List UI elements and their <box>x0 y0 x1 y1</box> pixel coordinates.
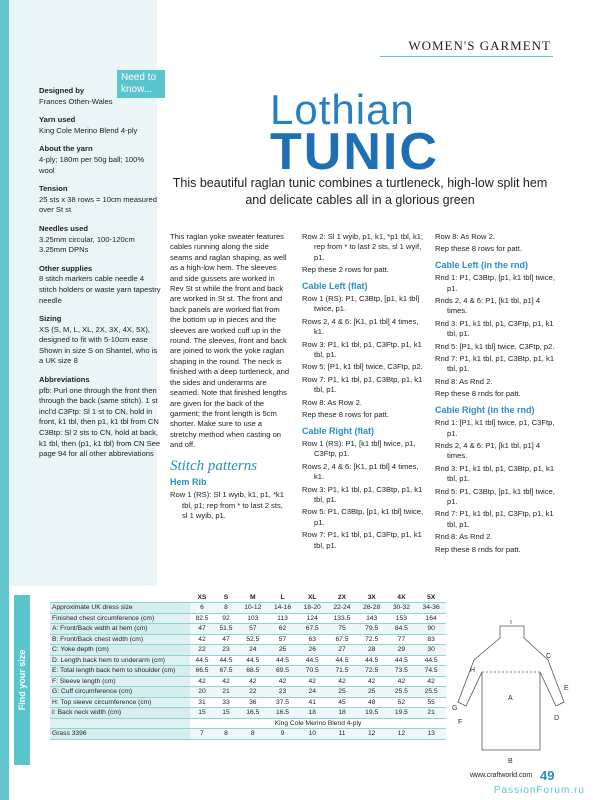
pattern-row: Row 5: [P1, k1 tbl] twice, C3Ftp, p2. <box>302 362 423 372</box>
table-cell: 44.5 <box>268 655 298 666</box>
table-row <box>50 697 446 708</box>
table-cell: 133.5 <box>327 613 357 624</box>
pattern-row: Rep these 2 rows for patt. <box>302 265 389 275</box>
table-cell: 63 <box>297 634 327 645</box>
sidebar-section-text: Frances Othen-Wales <box>39 96 113 106</box>
cable-right-rnd-rows <box>435 418 560 555</box>
pattern-row: Rnd 8: As Rnd 2. <box>435 376 493 386</box>
pattern-row: Rnd 5: P1, C3Btp, [p1, k1 tbl] twice, p1. <box>435 486 555 506</box>
table-cell: 72.5 <box>357 666 387 677</box>
table-cell: 25 <box>357 687 387 698</box>
sidebar-section-text: 3.25mm circular, 100-120cm 3.25mm DPNs <box>39 234 135 255</box>
table-cell: 37.5 <box>268 697 298 708</box>
table-cell: 8 <box>214 729 238 740</box>
table-cell: 79.5 <box>357 624 387 635</box>
pattern-row: Rep these 8 rows for patt. <box>435 244 522 254</box>
table-row <box>50 634 446 645</box>
table-cell: I: Back neck width (cm) <box>50 708 190 719</box>
sidebar-section-heading: Abbreviations <box>39 375 90 385</box>
sidebar-section <box>39 375 161 460</box>
title-line-2: TUNIC <box>270 123 439 181</box>
diagram-label: G <box>452 705 458 712</box>
garment-schematic-diagram <box>452 620 570 770</box>
table-cell: 21 <box>416 708 446 719</box>
table-cell: 42 <box>190 634 214 645</box>
table-cell: 18-20 <box>297 603 327 614</box>
table-cell: 42 <box>416 676 446 687</box>
table-cell: 11 <box>327 729 357 740</box>
table-cell: 42 <box>190 676 214 687</box>
size-header-cell: XL <box>297 592 327 603</box>
table-row <box>50 613 446 624</box>
table-cell: 143 <box>357 613 387 624</box>
footer-url[interactable]: www.craftworld.com <box>470 772 533 779</box>
column-2 <box>302 232 427 553</box>
sidebar-section-heading: Designed by <box>39 86 85 95</box>
diagram-label: B <box>508 758 513 765</box>
size-table <box>50 592 446 740</box>
yarn-label: King Cole Merino Blend 4-ply <box>190 718 446 729</box>
table-cell: 57 <box>268 634 298 645</box>
sidebar-panel <box>9 0 161 586</box>
table-cell: 24 <box>238 645 268 656</box>
header-rule <box>380 56 553 57</box>
size-header-cell: 4X <box>387 592 417 603</box>
pattern-row: Rep these 8 rnds for patt. <box>435 389 521 399</box>
pattern-row: Row 8: As Row 2. <box>435 232 495 241</box>
hem-rib-heading: Hem Rib <box>170 476 207 487</box>
table-cell: B: Front/Back chest width (cm) <box>50 634 190 645</box>
section-label: WOMEN'S GARMENT <box>408 38 551 53</box>
sidebar-section-heading: Needles used <box>39 223 88 233</box>
table-cell: 72.5 <box>357 634 387 645</box>
sidebar-content <box>39 86 161 468</box>
table-cell: 67.5 <box>297 624 327 635</box>
cable-left-rnd-heading: Cable Left (in the rnd) <box>435 259 528 270</box>
sidebar-section-text: XS (S, M, L, XL, 2X, 3X, 4X, 5X), designed to fit with 5-10cm ease Shown in size S on Shantel, who is a UK size 8 <box>39 324 158 366</box>
table-cell <box>50 718 190 729</box>
sidebar-section-heading: Other supplies <box>39 263 93 273</box>
pattern-row: Row 2: Sl 1 wyib, p1, k1, *p1 tbl, k1; rep from * to last 2 sts, sl 1 wyif, p1. <box>302 232 424 262</box>
table-cell: 153 <box>387 613 417 624</box>
table-cell: 30-32 <box>387 603 417 614</box>
table-cell: 13 <box>416 729 446 740</box>
sidebar-section <box>39 264 161 306</box>
cable-right-flat-heading: Cable Right (flat) <box>302 425 374 436</box>
diagram-label: C <box>546 653 552 660</box>
cable-left-flat-rows <box>302 294 427 420</box>
table-cell: 14-16 <box>268 603 298 614</box>
pattern-row: Row 3: P1, k1 tbl, p1, C3Ftp, p1, k1 tbl, p1. <box>302 339 422 360</box>
intro-paragraph: This raglan yoke sweater features cables running along the side seams and raglan shaping, as well as a high-low hem. The sleeves and side gussets are worked in Rev St st while the front and back are worked in St st. The front and back panels are worked flat from the bottom up in pieces and the sleeves are worked cuff up in the round. The sleeves, front and back are joined to work the yoke raglan shaping in the round. The neck is finished with a deep turtleneck, and the sides and underarms are seamed. Note that finished lengths are given for the back of the garment; the front length is 5cm shorter. Make sure to use a stretchy method when casting on and off. <box>170 232 290 450</box>
diagram-label: D <box>554 715 560 722</box>
size-header-cell <box>50 592 190 603</box>
table-cell: 31 <box>190 697 214 708</box>
table-cell: H: Top sleeve circumference (cm) <box>50 697 190 708</box>
table-cell: 83 <box>416 634 446 645</box>
sidebar-section <box>39 86 161 107</box>
table-cell: 90 <box>416 624 446 635</box>
table-cell: 103 <box>238 613 268 624</box>
diagram-label: A <box>508 695 513 702</box>
table-cell: 22 <box>238 687 268 698</box>
table-cell: 36 <box>238 697 268 708</box>
table-cell: Approximate UK dress size <box>50 603 190 614</box>
table-cell: Grass 3396 <box>50 729 190 740</box>
table-cell: 55 <box>416 697 446 708</box>
page-edge-bar <box>0 0 9 800</box>
size-header-cell: XS <box>190 592 214 603</box>
table-cell: 7 <box>190 729 214 740</box>
stitch-patterns-heading: Stitch patterns <box>170 457 258 474</box>
table-cell: 66.5 <box>190 666 214 677</box>
pattern-row: Rep these 8 rows for patt. <box>302 410 389 420</box>
table-cell: 67.5 <box>327 634 357 645</box>
diagram-label: E <box>564 685 569 692</box>
size-table-header <box>50 592 446 603</box>
table-cell: 16.5 <box>268 708 298 719</box>
table-cell: A: Front/Back width at hem (cm) <box>50 624 190 635</box>
table-cell: 8 <box>238 729 268 740</box>
table-cell: 69.5 <box>268 666 298 677</box>
table-cell: 22 <box>190 645 214 656</box>
table-cell: 124 <box>297 613 327 624</box>
table-cell: 52 <box>387 697 417 708</box>
sidebar-section-text: 8 stitch markers cable needle 4 stitch holders or waste yarn tapestry needle <box>39 274 161 305</box>
table-cell: 164 <box>416 613 446 624</box>
size-header-cell: S <box>214 592 238 603</box>
table-cell: 26 <box>297 645 327 656</box>
table-cell: 45 <box>327 697 357 708</box>
sidebar-section-heading: Yarn used <box>39 115 76 125</box>
table-cell: 70.5 <box>297 666 327 677</box>
table-cell: 52.5 <box>238 634 268 645</box>
table-cell: 12 <box>357 729 387 740</box>
table-row <box>50 708 446 719</box>
pattern-row: Row 7: P1, k1 tbl, p1, C3Btp, p1, k1 tbl, p1. <box>302 374 423 395</box>
table-cell: 22-24 <box>327 603 357 614</box>
sidebar-section-text: 4-ply; 180m per 50g ball; 100% wool <box>39 154 145 175</box>
table-cell: 42 <box>327 676 357 687</box>
table-cell: 21 <box>214 687 238 698</box>
diagram-label: F <box>458 719 463 726</box>
table-row <box>50 624 446 635</box>
table-cell: 42 <box>387 676 417 687</box>
table-cell: 33 <box>214 697 238 708</box>
table-cell: 30 <box>416 645 446 656</box>
table-cell: 42 <box>238 676 268 687</box>
table-cell: 75 <box>327 624 357 635</box>
table-row <box>50 729 446 740</box>
pattern-row: Rows 2, 4 & 6: [K1, p1 tbl] 4 times, k1. <box>302 316 419 337</box>
table-cell: 6 <box>190 603 214 614</box>
sidebar-section <box>39 314 161 367</box>
cable-right-flat-rows <box>302 439 427 551</box>
table-cell: 113 <box>268 613 298 624</box>
table-row <box>50 687 446 698</box>
table-cell: 44.5 <box>238 655 268 666</box>
pattern-row: Row 1 (RS): P1, [k1 tbl] twice, p1, C3Ftp, p1. <box>302 438 416 459</box>
table-cell: F: Sleeve length (cm) <box>50 676 190 687</box>
hem-rib-row: Row 1 (RS): Sl 1 wyib, k1, p1, *k1 tbl, p1; rep from * to last 2 sts, sl 1 wyib, p1. <box>170 490 284 521</box>
table-cell: 18 <box>327 708 357 719</box>
table-row <box>50 645 446 656</box>
table-cell: 44.5 <box>214 655 238 666</box>
table-cell: 8 <box>214 603 238 614</box>
diagram-label: I <box>510 620 512 626</box>
pattern-row: Rnds 2, 4 & 6: P1, [k1 tbl, p1] 4 times. <box>435 296 541 316</box>
table-cell: 44.5 <box>357 655 387 666</box>
column-3 <box>435 232 560 557</box>
pattern-row: Row 8: As Row 2. <box>302 397 362 407</box>
watermark: PassionForum.ru <box>493 785 585 796</box>
table-cell: 15 <box>214 708 238 719</box>
table-cell: Finished chest circumference (cm) <box>50 613 190 624</box>
sidebar-section-heading: Tension <box>39 184 68 194</box>
yarn-label-row <box>50 718 446 729</box>
table-cell: 67.5 <box>214 666 238 677</box>
sidebar-section <box>39 115 161 136</box>
table-cell: 44.5 <box>327 655 357 666</box>
size-header-cell: L <box>268 592 298 603</box>
table-cell: 74.5 <box>416 666 446 677</box>
table-cell: 41 <box>297 697 327 708</box>
table-cell: 71.5 <box>327 666 357 677</box>
need-to-know-badge: Need to know... <box>117 70 165 98</box>
table-cell: 23 <box>214 645 238 656</box>
sidebar-section-heading: About the yarn <box>39 144 93 154</box>
table-cell: 57 <box>238 624 268 635</box>
title-line-1: Lothian <box>270 86 415 133</box>
pattern-row: Rnd 1: [P1, k1 tbl] twice, p1, C3Ftp, p1. <box>435 418 555 438</box>
table-cell: 92 <box>214 613 238 624</box>
table-cell: E: Total length back hem to shoulder (cm) <box>50 666 190 677</box>
table-row <box>50 603 446 614</box>
table-cell: 68.5 <box>238 666 268 677</box>
table-cell: 12 <box>387 729 417 740</box>
sidebar-section-heading: Sizing <box>39 314 62 324</box>
size-header-cell: M <box>238 592 268 603</box>
table-cell: 16.5 <box>238 708 268 719</box>
table-cell: 77 <box>387 634 417 645</box>
cable-left-flat-heading: Cable Left (flat) <box>302 280 368 291</box>
table-cell: 18 <box>297 708 327 719</box>
pattern-row: Rnd 3: P1, k1 tbl, p1, C3Btp, p1, k1 tbl, p1. <box>435 463 555 484</box>
table-cell: 27 <box>327 645 357 656</box>
table-cell: 42 <box>268 676 298 687</box>
pattern-row: Row 7: P1, k1 tbl, p1, C3Ftp, p1, k1 tbl, p1. <box>302 530 422 550</box>
table-cell: 44.5 <box>387 655 417 666</box>
diagram-label: H <box>470 667 476 674</box>
pattern-row: Rnd 7: P1, k1 tbl, p1, C3Ftp, p1, k1 tbl, p1. <box>435 509 554 529</box>
table-cell: 10 <box>297 729 327 740</box>
pattern-row: Row 5: P1, C3Btp, [p1, k1 tbl] twice, p1. <box>302 507 424 527</box>
pattern-row: Rnd 3: P1, k1 tbl, p1, C3Ftp, p1, k1 tbl, p1. <box>435 318 554 339</box>
pattern-row: Rep these 8 rnds for patt. <box>435 544 521 554</box>
subtitle: This beautiful raglan tunic combines a turtleneck, high-low split hem and delicate cables all in a glorious green <box>172 176 548 207</box>
table-cell: 42 <box>297 676 327 687</box>
sidebar-section <box>39 224 161 256</box>
table-cell: 25.5 <box>416 687 446 698</box>
table-cell: 44.5 <box>297 655 327 666</box>
table-row <box>50 655 446 666</box>
find-your-size-tab <box>14 595 30 765</box>
pattern-row: Rnd 1: P1, C3Btp, [p1, k1 tbl] twice, p1. <box>435 273 555 293</box>
table-cell: 25 <box>327 687 357 698</box>
table-cell: 47 <box>214 634 238 645</box>
table-cell: 51.5 <box>214 624 238 635</box>
sidebar-section-text: pfb: Purl one through the front then through the back (same stitch). 1 st incl'd C3Ftp: Sl 1 st to CN, hold in front, k1 tbl, then p1, k1 tbl from CN C3Btp: Sl 2 sts to CN, hold at back, k1 tbl, then (p1, k1 tbl) from CN See page 94 for all other abbreviations <box>39 385 161 459</box>
size-header-cell: 2X <box>327 592 357 603</box>
pattern-row: Row 1 (RS): P1, C3Btp, [p1, k1 tbl] twice, p1. <box>302 294 420 314</box>
pattern-row: Row 3: P1, k1 tbl, p1, C3Btp, p1, k1 tbl, p1. <box>302 484 423 504</box>
table-cell: 25.5 <box>387 687 417 698</box>
table-cell: 84.5 <box>387 624 417 635</box>
table-cell: 34-36 <box>416 603 446 614</box>
size-header-cell: 5X <box>416 592 446 603</box>
table-cell: 19.5 <box>387 708 417 719</box>
table-cell: 28 <box>357 645 387 656</box>
page-number: 49 <box>540 768 555 783</box>
size-header-cell: 3X <box>357 592 387 603</box>
table-cell: 23 <box>268 687 298 698</box>
sidebar-section <box>39 184 161 216</box>
table-cell: 82.5 <box>190 613 214 624</box>
table-row <box>50 666 446 677</box>
table-cell: 29 <box>387 645 417 656</box>
table-cell: C: Yoke depth (cm) <box>50 645 190 656</box>
table-cell: D: Length back hem to underarm (cm) <box>50 655 190 666</box>
table-row <box>50 676 446 687</box>
table-cell: 44.5 <box>190 655 214 666</box>
table-cell: 48 <box>357 697 387 708</box>
cable-right-rnd-heading: Cable Right (in the rnd) <box>435 404 535 415</box>
table-cell: 25 <box>268 645 298 656</box>
table-cell: 47 <box>190 624 214 635</box>
table-cell: 15 <box>190 708 214 719</box>
table-cell: 73.5 <box>387 666 417 677</box>
table-cell: 42 <box>214 676 238 687</box>
table-cell: 62 <box>268 624 298 635</box>
sidebar-section-text: King Cole Merino Blend 4-ply <box>39 125 138 135</box>
table-cell: 10-12 <box>238 603 268 614</box>
table-cell: 42 <box>357 676 387 687</box>
pattern-row: Rnd 7: P1, k1 tbl, p1, C3Btp, p1, k1 tbl, p1. <box>435 354 555 374</box>
table-cell: 19.5 <box>357 708 387 719</box>
sidebar-section-text: 25 sts x 38 rows = 10cm measured over St st <box>39 194 157 215</box>
cable-left-rnd-rows <box>435 273 560 399</box>
pattern-row: Rnd 8: As Rnd 2. <box>435 532 493 542</box>
table-cell: 44.5 <box>416 655 446 666</box>
pattern-row: Rnds 2, 4 & 6: P1, [k1 tbl, p1] 4 times. <box>435 440 541 461</box>
table-cell: 20 <box>190 687 214 698</box>
sidebar-section <box>39 144 161 176</box>
table-cell: 9 <box>268 729 298 740</box>
table-cell: 26-28 <box>357 603 387 614</box>
pattern-row: Rnd 5: [P1, k1 tbl] twice, C3Ftp, p2. <box>435 341 555 351</box>
table-cell: 24 <box>297 687 327 698</box>
find-your-size-label: Find your size <box>17 649 27 711</box>
table-cell: G: Cuff circumference (cm) <box>50 687 190 698</box>
pattern-row: Rows 2, 4 & 6: [K1, p1 tbl] 4 times, k1. <box>302 461 419 482</box>
column-1 <box>170 232 290 524</box>
